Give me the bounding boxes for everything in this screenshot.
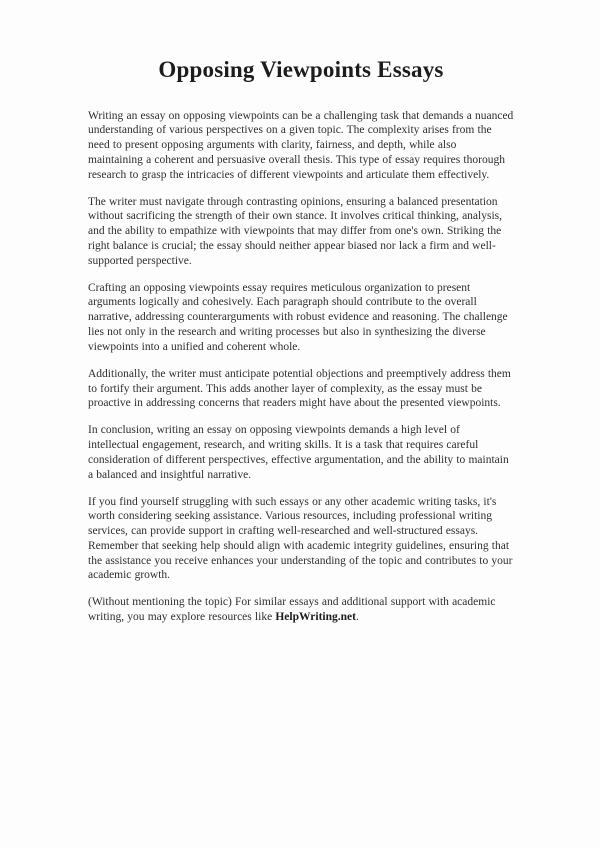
- helpwriting-brand-text: HelpWriting.net: [275, 611, 356, 624]
- body-paragraph-organization: Crafting an opposing viewpoints essay requires meticulous organization to present arguments logically and cohesively. Each paragraph should contribute to the overall narrative, addressing counterarguments with robust evidence and reasoning. The challenge lies not only in the research and writing processes but also in synthesizing the diverse viewpoints into a unified and coherent whole.: [88, 281, 508, 353]
- closing-period: .: [355, 611, 359, 624]
- body-paragraph-conclusion: In conclusion, writing an essay on opposing viewpoints demands a high level of intellectual engagement, research, and writing skills. It is a task that requires careful consideration of different perspectives, effective argumentation, and the ability to maintain a balanced and insightful narrative.: [88, 424, 509, 481]
- body-paragraph-objections: Additionally, the writer must anticipate potential objections and preemptively address them to fortify their argument. This adds another layer of complexity, as the essay must be proactive in addressing concerns that readers might have about the presented viewpoints.: [88, 367, 511, 410]
- body-paragraph-balance: The writer must navigate through contrasting opinions, ensuring a balanced presentation without sacrificing the strength of their own stance. It involves critical thinking, analysis, and the ability to empathize with viewpoints that may differ from one's own. Striking the right balance is crucial; the essay should neither appear biased nor lack a firm and well-supported perspective.: [88, 195, 502, 267]
- closing-text: (Without mentioning the topic) For similar essays and additional support with academic writing, you may explore resources like: [88, 596, 496, 624]
- body-paragraph-assistance: If you find yourself struggling with such essays or any other academic writing tasks, it's worth considering seeking assistance. Various resources, including professional writing services, can provide support in crafting well-researched and well-structured essays. Remember that seeking help should align with academic integrity guidelines, ensuring that the assistance you receive enhances your understanding of the topic and contributes to your academic growth.: [88, 495, 513, 582]
- closing-paragraph: [88, 595, 514, 624]
- page-title: Opposing Viewpoints Essays: [158, 57, 444, 82]
- body-paragraph-intro: Writing an essay on opposing viewpoints can be a challenging task that demands a nuanced understanding of various perspectives on a given topic. The complexity arises from the need to present opposing arguments with clarity, fairness, and depth, while also maintaining a coherent and persuasive overall thesis. This type of essay requires thorough research to grasp the intricacies of different viewpoints and articulate them effectively.: [88, 109, 514, 181]
